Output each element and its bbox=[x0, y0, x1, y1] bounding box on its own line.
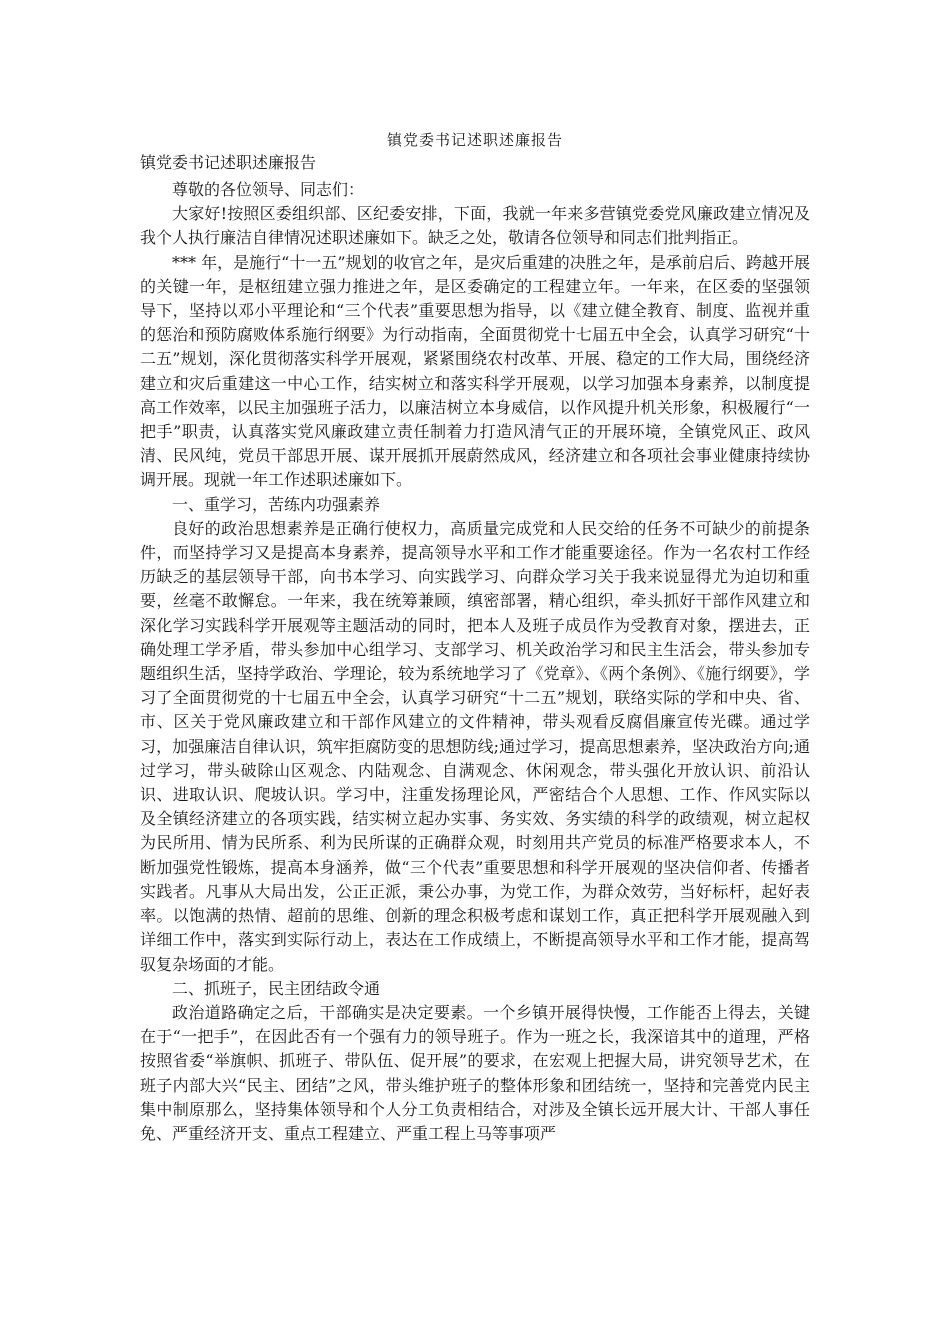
page-title: 镇党委书记述职述廉报告 bbox=[386, 131, 563, 149]
greeting: 尊敬的各位领导、同志们： bbox=[172, 180, 365, 199]
paragraph-team: 政治道路确定之后，干部确实是决定要素。一个乡镇开展得快慢，工作能否上得去，关键在于“一把手”，在因此否有一个强有力的领导班子。作为一班之长，我深谙其中的道理，严格按照省委“举旗帜、抓班子、带队伍、促开展”的要求，在宏观上把握大局，讲究领导艺术，在班子内部大兴“民主、团结”之风，带头维护班子的整体形象和团结统一，坚持和完善党内民主集中制原那么，坚持集体领导和个人分工负责相结合，对涉及全镇长远开展大计、干部人事任免、严重经济开支、重点工程建立、严重工程上马等事项严 bbox=[140, 1002, 810, 1143]
paragraph-overview: *** 年，是施行“十一五”规划的收官之年，是灾后重建的决胜之年，是承前启后、跨越开展的关键一年，是枢纽建立强力推进之年，是区委确定的工程建立年。一年来，在区委的坚强领导下，坚持以邓小平理论和“三个代表”重要思想为指导，以《建立健全教育、制度、监视并重的惩治和预防腐败体系施行纲要》为行动指南，全面贯彻党十七届五中全会，认真学习研究“十二五”规划，深化贯彻落实科学开展观，紧紧围绕农村改革、开展、稳定的工作大局，围绕经济建立和灾后重建这一中心工作，结实树立和落实科学开展观，以学习加强本身素养，以制度提高工作效率，以民主加强班子活力，以廉洁树立本身威信，以作风提升机关形象，积极履行“一把手”职责，认真落实党风廉政建立责任制着力打造风清气正的开展环境，全镇党风正、政风清、民风纯，党员干部思开展、谋开展抓开展蔚然成风，经济建立和各项社会事业健康持续协调开展。现就一年工作述职述廉如下。 bbox=[140, 252, 810, 490]
document-subtitle: 镇党委书记述职述廉报告 bbox=[140, 153, 317, 172]
section-heading-1: 一、重学习，苦练内功强素养 bbox=[172, 494, 381, 514]
document-body bbox=[140, 178, 810, 1146]
paragraph-study: 良好的政治思想素养是正确行使权力，高质量完成党和人民交给的任务不可缺少的前提条件，而坚持学习又是提高本身素养，提高领导水平和工作才能重要途径。作为一名农村工作经历缺乏的基层领导干部，向书本学习、向实践学习、向群众学习关于我来说显得尤为迫切和重要，丝毫不敢懈怠。一年来，我在统筹兼顾，缜密部署，精心组织，牵头抓好干部作风建立和深化学习实践科学开展观等主题活动的同时，把本人及班子成员作为受教育对象，摆进去，正确处理工学矛盾，带头参加中心组学习、支部学习、机关政治学习和民主生活会，带头参加专题组织生活，坚持学政治、学理论，较为系统地学习了《党章》、《两个条例》、《施行纲要》，学习了全面贯彻党的十七届五中全会，认真学习研究“十二五”规划，联络实际的学和中央、省、市、区关于党风廉政建立和干部作风建立的文件精神，带头观看反腐倡廉宣传光碟。通过学习，加强廉洁自律认识，筑牢拒腐防变的思想防线;通过学习，提高思想素养，坚决政治方向;通过学习，带头破除山区观念、内陆观念、自满观念、休闲观念，带头强化开放认识、前沿认识、进取认识、爬坡认识。学习中，注重发扬理论风，严密结合个人思想、工作、作风实际以及全镇经济建立的各项实践，结实树立起办实事、务实效、务实绩的科学的政绩观，树立起权为民所用、情为民所系、利为民所谋的正确群众观，时刻用共产党员的标准严格要求本人，不断加强党性锻炼，提高本身涵养，做“三个代表”重要思想和科学开展观的坚决信仰者、传播者实践者。凡事从大局出发，公正正派，秉公办事，为党工作，为群众效劳，当好标杆，起好表率。以饱满的热情、超前的思维、创新的理念积极考虑和谋划工作，真正把科学开展观融入到详细工作中，落实到实际行动上，表达在工作成绩上，不断提高领导水平和工作才能，提高驾驭复杂场面的才能。 bbox=[140, 518, 810, 974]
paragraph-opening: 大家好!按照区委组织部、区纪委安排，下面，我就一年来多营镇党委党风廉政建立情况及我个人执行廉洁自律情况述职述廉如下。缺乏之处，敬请各位领导和同志们批判指正。 bbox=[140, 204, 810, 248]
section-heading-2: 二、抓班子，民主团结政令通 bbox=[172, 978, 381, 998]
